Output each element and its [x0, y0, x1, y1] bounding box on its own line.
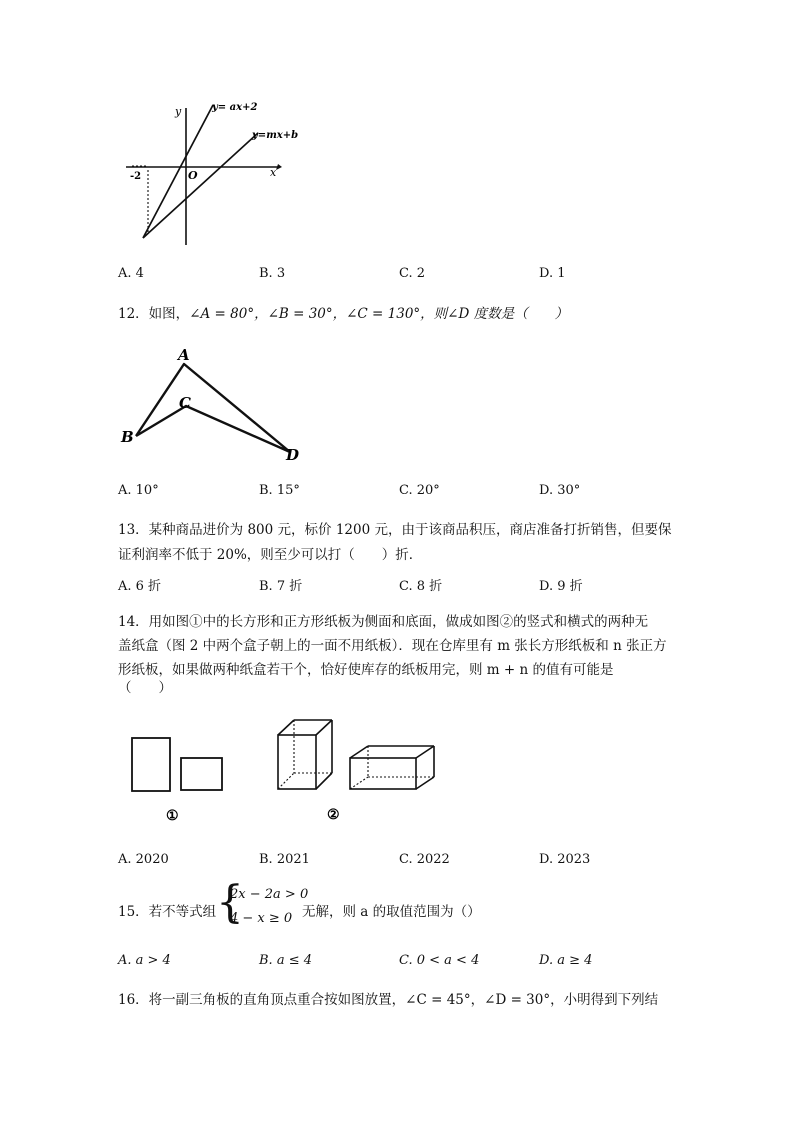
- q14-option-b: B. 2021: [259, 852, 310, 867]
- q15-prefix: 15．若不等式组: [118, 904, 217, 920]
- q13-line-2: 证利润率不低于 20%，则至少可以打（ ）折．: [118, 547, 423, 563]
- q11-option-d: D. 1: [539, 266, 566, 281]
- q12-option-b: B. 15°: [259, 483, 300, 498]
- line-ax-plus-2: [143, 105, 213, 238]
- vertex-b-label: B: [121, 428, 134, 446]
- q14-line-2: 盖纸盒（图 2 中两个盒子朝上的一面不用纸板）．现在仓库里有 m 张长方形纸板和 n 张正方: [118, 638, 667, 654]
- q13-option-d: D. 9 折: [539, 579, 583, 594]
- q12-option-a: A. 10°: [118, 483, 159, 498]
- q15-option-a: A. a > 4: [118, 953, 171, 968]
- q12-figure: [118, 340, 318, 465]
- q11-option-a: A. 4: [118, 266, 144, 281]
- quadrilateral-abcd: [136, 364, 290, 452]
- q15-option-c: C. 0 < a < 4: [399, 953, 480, 968]
- q14-option-d: D. 2023: [539, 852, 591, 867]
- line1-label: y= ax+2: [212, 102, 258, 113]
- q14-option-a: A. 2020: [118, 852, 169, 867]
- q14-line-4: （ ）: [118, 680, 172, 696]
- horizontal-box: [350, 746, 434, 789]
- q13-option-a: A. 6 折: [118, 579, 162, 594]
- q13-option-b: B. 7 折: [259, 579, 303, 594]
- q15-option-d: D. a ≥ 4: [539, 953, 593, 968]
- x-axis-label: x: [270, 166, 277, 179]
- q12-stem: [118, 302, 568, 322]
- rectangle-board: [132, 738, 170, 791]
- vertex-c-label: C: [179, 394, 191, 412]
- q11-option-b: B. 3: [259, 266, 286, 281]
- square-board: [181, 758, 222, 790]
- q14-line-3: 形纸板，如果做两种纸盒若干个，恰好使库存的纸板用完，则 m + n 的值有可能是: [118, 662, 614, 678]
- vertex-a-label: A: [178, 346, 190, 364]
- q13-line-1: 13．某种商品进价为 800 元，标价 1200 元，由于该商品积压，商店准备打折销售，但要保: [118, 522, 672, 538]
- q12-option-c: C. 20°: [399, 483, 440, 498]
- q16-line-1: 16．将一副三角板的直角顶点重合按如图放置，∠C = 45°，∠D = 30°，小明得到下列结: [118, 992, 659, 1008]
- q12-option-d: D. 30°: [539, 483, 581, 498]
- line-mx-plus-b: [143, 133, 258, 238]
- q15-inequality-1: 2x − 2a > 0: [230, 887, 309, 902]
- q14-figure-1: [126, 735, 236, 825]
- q13-option-c: C. 8 折: [399, 579, 443, 594]
- system-brace: {: [216, 877, 244, 928]
- neg2-label: -2: [130, 171, 142, 182]
- q14-option-c: C. 2022: [399, 852, 450, 867]
- q15-inequality-2: 4 − x ≥ 0: [230, 911, 293, 926]
- fig2-label: ②: [327, 807, 340, 823]
- fig1-label: ①: [166, 808, 179, 824]
- line2-label: y=mx+b: [252, 130, 298, 141]
- q12-stem-math: ∠A = 80°，∠B = 30°，∠C = 130°，则∠D 度数是（ ）: [189, 306, 569, 322]
- origin-label: O: [188, 169, 198, 182]
- y-axis-label: y: [175, 105, 182, 118]
- q11-option-c: C. 2: [399, 266, 426, 281]
- q14-figure-2: [272, 715, 442, 825]
- vertex-d-label: D: [286, 446, 300, 464]
- q15-option-b: B. a ≤ 4: [259, 953, 312, 968]
- vertical-box: [278, 720, 332, 789]
- q14-line-1: 14．用如图①中的长方形和正方形纸板为侧面和底面，做成如图②的竖式和横式的两种无: [118, 614, 649, 630]
- q11-graph: [118, 100, 298, 250]
- q12-stem-prefix: 12．如图，: [118, 306, 190, 322]
- q15-suffix: 无解，则 a 的取值范围为（）: [302, 904, 481, 920]
